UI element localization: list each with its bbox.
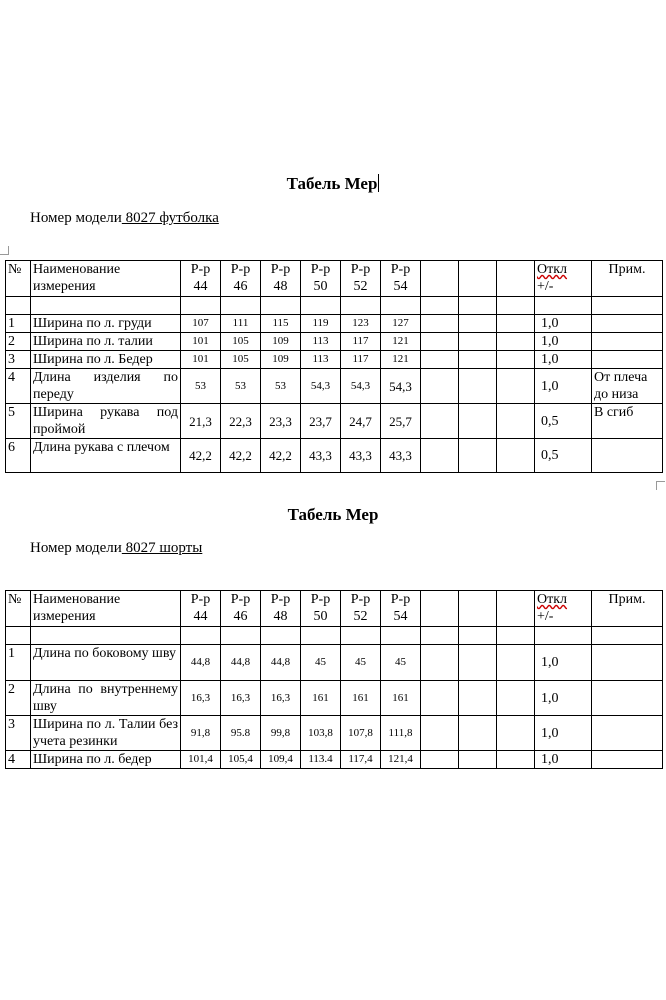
header-size: Р-р 48 [261, 261, 301, 297]
empty-cell [459, 716, 497, 751]
page-title: Табель Мер [286, 174, 378, 193]
empty-cell [421, 351, 459, 369]
size-value: 21,3 [181, 404, 221, 439]
size-value: 117 [341, 351, 381, 369]
empty-cell [497, 591, 535, 627]
deviation-value: 1,0 [535, 645, 592, 681]
table-row [6, 681, 663, 716]
size-value: 54,3 [381, 369, 421, 404]
size-value: 16,3 [221, 681, 261, 716]
table-row [6, 439, 663, 473]
table-row [6, 369, 663, 404]
note-value [592, 751, 663, 769]
model-number-value: 8027 футболка [121, 210, 219, 226]
row-number: 6 [6, 439, 31, 473]
empty-cell [497, 716, 535, 751]
header-size: Р-р 50 [301, 591, 341, 627]
size-value: 105 [221, 351, 261, 369]
empty-cell [459, 404, 497, 439]
note-value [592, 315, 663, 333]
size-value: 123 [341, 315, 381, 333]
empty-cell [421, 404, 459, 439]
measurement-name: Ширина по л. Бедер [31, 351, 181, 369]
size-value: 42,2 [181, 439, 221, 473]
header-deviation [535, 591, 592, 627]
empty-cell [497, 627, 535, 645]
header-note: Прим. [592, 261, 663, 297]
header-row [6, 591, 663, 627]
note-value [592, 351, 663, 369]
empty-cell [6, 297, 31, 315]
table-row [6, 404, 663, 439]
deviation-value: 1,0 [535, 315, 592, 333]
row-number: 5 [6, 404, 31, 439]
size-value: 101 [181, 351, 221, 369]
empty-cell [261, 627, 301, 645]
empty-cell [341, 627, 381, 645]
empty-cell [535, 627, 592, 645]
size-value: 111 [221, 315, 261, 333]
empty-cell [421, 297, 459, 315]
table-row [6, 716, 663, 751]
header-size: Р-р 44 [181, 261, 221, 297]
row-number: 1 [6, 645, 31, 681]
section-title: Табель Мер [287, 505, 379, 524]
blank-row [6, 297, 663, 315]
row-number: 3 [6, 716, 31, 751]
empty-cell [421, 627, 459, 645]
header-size: Р-р 54 [381, 261, 421, 297]
text-cursor [378, 174, 379, 192]
deviation-value: 0,5 [535, 439, 592, 473]
size-value: 161 [341, 681, 381, 716]
empty-cell [421, 645, 459, 681]
table-row [6, 315, 663, 333]
table-row [6, 351, 663, 369]
empty-cell [459, 681, 497, 716]
table-row [6, 751, 663, 769]
size-value: 53 [221, 369, 261, 404]
empty-cell [497, 404, 535, 439]
size-value: 115 [261, 315, 301, 333]
header-deviation-label: Откл +/- [537, 262, 568, 294]
empty-cell [497, 681, 535, 716]
empty-cell [497, 751, 535, 769]
header-deviation-label: Откл +/- [537, 592, 568, 624]
note-value [592, 645, 663, 681]
header-num: № [6, 261, 31, 297]
measurement-name: Ширина по л. груди [31, 315, 181, 333]
empty-cell [421, 261, 459, 297]
size-value: 54,3 [341, 369, 381, 404]
empty-cell [497, 315, 535, 333]
header-size: Р-р 54 [381, 591, 421, 627]
size-value: 44,8 [181, 645, 221, 681]
header-deviation [535, 261, 592, 297]
note-value: В сгиб [592, 404, 663, 439]
measurements-table-tshirt [5, 260, 663, 473]
row-number: 2 [6, 333, 31, 351]
empty-cell [421, 333, 459, 351]
empty-cell [381, 627, 421, 645]
model-number-value: 8027 шорты [121, 540, 203, 556]
empty-cell [497, 297, 535, 315]
size-value: 43,3 [381, 439, 421, 473]
size-value: 44,8 [221, 645, 261, 681]
size-value: 45 [341, 645, 381, 681]
size-value: 127 [381, 315, 421, 333]
empty-cell [497, 261, 535, 297]
measurement-name: Длина рукава с плечом [31, 439, 181, 473]
note-value [592, 681, 663, 716]
empty-cell [341, 297, 381, 315]
measurements-table-shorts [5, 590, 663, 769]
size-value: 121 [381, 333, 421, 351]
header-size: Р-р 52 [341, 591, 381, 627]
empty-cell [6, 627, 31, 645]
note-value [592, 716, 663, 751]
empty-cell [181, 627, 221, 645]
size-value: 121 [381, 351, 421, 369]
empty-cell [261, 297, 301, 315]
size-value: 105,4 [221, 751, 261, 769]
size-value: 113 [301, 351, 341, 369]
empty-cell [421, 591, 459, 627]
measurement-name: Длина по боковому шву [31, 645, 181, 681]
size-value: 111,8 [381, 716, 421, 751]
header-size: Р-р 52 [341, 261, 381, 297]
empty-cell [301, 297, 341, 315]
size-value: 23,7 [301, 404, 341, 439]
size-value: 117,4 [341, 751, 381, 769]
empty-cell [459, 333, 497, 351]
deviation-value: 1,0 [535, 351, 592, 369]
deviation-value: 1,0 [535, 716, 592, 751]
size-value: 103,8 [301, 716, 341, 751]
empty-cell [459, 591, 497, 627]
table-row [6, 645, 663, 681]
size-value: 44,8 [261, 645, 301, 681]
note-value: От плеча до низа [592, 369, 663, 404]
empty-cell [421, 439, 459, 473]
empty-cell [459, 315, 497, 333]
empty-cell [592, 627, 663, 645]
header-size: Р-р 46 [221, 591, 261, 627]
model-number-line: Номер модели 8027 футболка [30, 210, 219, 226]
size-value: 24,7 [341, 404, 381, 439]
note-value [592, 439, 663, 473]
blank-row [6, 627, 663, 645]
size-value: 53 [181, 369, 221, 404]
size-value: 25,7 [381, 404, 421, 439]
empty-cell [497, 351, 535, 369]
size-value: 109,4 [261, 751, 301, 769]
row-number: 2 [6, 681, 31, 716]
size-value: 23,3 [261, 404, 301, 439]
size-value: 45 [301, 645, 341, 681]
empty-cell [31, 627, 181, 645]
empty-cell [459, 751, 497, 769]
size-value: 161 [381, 681, 421, 716]
measurement-name: Ширина по л. талии [31, 333, 181, 351]
header-size: Р-р 46 [221, 261, 261, 297]
size-value: 113.4 [301, 751, 341, 769]
size-value: 117 [341, 333, 381, 351]
empty-cell [31, 297, 181, 315]
deviation-value: 1,0 [535, 751, 592, 769]
empty-cell [421, 751, 459, 769]
size-value: 121,4 [381, 751, 421, 769]
measurement-name: Ширина по л. Талии без учета резинки [31, 716, 181, 751]
empty-cell [497, 645, 535, 681]
row-number: 3 [6, 351, 31, 369]
size-value: 99,8 [261, 716, 301, 751]
row-number: 4 [6, 369, 31, 404]
empty-cell [421, 315, 459, 333]
model-number-line: Номер модели 8027 шорты [30, 540, 203, 556]
empty-cell [497, 333, 535, 351]
measurement-name: Длина изделия по переду [31, 369, 181, 404]
size-value: 42,2 [261, 439, 301, 473]
size-value: 22,3 [221, 404, 261, 439]
size-value: 43,3 [301, 439, 341, 473]
table-row [6, 333, 663, 351]
header-name: Наименование измерения [31, 591, 181, 627]
empty-cell [459, 645, 497, 681]
empty-cell [497, 439, 535, 473]
size-value: 101 [181, 333, 221, 351]
header-size: Р-р 44 [181, 591, 221, 627]
note-value [592, 333, 663, 351]
empty-cell [421, 716, 459, 751]
empty-cell [459, 261, 497, 297]
size-value: 161 [301, 681, 341, 716]
size-value: 16,3 [181, 681, 221, 716]
margin-marker [656, 481, 665, 490]
empty-cell [221, 297, 261, 315]
size-value: 54,3 [301, 369, 341, 404]
row-number: 1 [6, 315, 31, 333]
empty-cell [459, 351, 497, 369]
empty-cell [535, 297, 592, 315]
size-value: 53 [261, 369, 301, 404]
empty-cell [459, 297, 497, 315]
size-value: 109 [261, 333, 301, 351]
header-name: Наименование измерения [31, 261, 181, 297]
header-note: Прим. [592, 591, 663, 627]
size-value: 119 [301, 315, 341, 333]
header-num: № [6, 591, 31, 627]
margin-marker [0, 246, 9, 255]
empty-cell [592, 297, 663, 315]
measurement-name: Ширина по л. бедер [31, 751, 181, 769]
measurement-name: Ширина рукава под проймой [31, 404, 181, 439]
row-number: 4 [6, 751, 31, 769]
size-value: 107,8 [341, 716, 381, 751]
size-value: 109 [261, 351, 301, 369]
size-value: 107 [181, 315, 221, 333]
deviation-value: 1,0 [535, 681, 592, 716]
empty-cell [459, 369, 497, 404]
deviation-value: 0,5 [535, 404, 592, 439]
empty-cell [301, 627, 341, 645]
empty-cell [497, 369, 535, 404]
size-value: 45 [381, 645, 421, 681]
empty-cell [381, 297, 421, 315]
size-value: 16,3 [261, 681, 301, 716]
size-value: 105 [221, 333, 261, 351]
empty-cell [421, 681, 459, 716]
empty-cell [181, 297, 221, 315]
deviation-value: 1,0 [535, 333, 592, 351]
empty-cell [459, 439, 497, 473]
size-value: 101,4 [181, 751, 221, 769]
deviation-value: 1,0 [535, 369, 592, 404]
size-value: 113 [301, 333, 341, 351]
empty-cell [421, 369, 459, 404]
empty-cell [459, 627, 497, 645]
size-value: 42,2 [221, 439, 261, 473]
header-size: Р-р 48 [261, 591, 301, 627]
size-value: 91,8 [181, 716, 221, 751]
header-row [6, 261, 663, 297]
size-value: 95.8 [221, 716, 261, 751]
empty-cell [221, 627, 261, 645]
header-size: Р-р 50 [301, 261, 341, 297]
size-value: 43,3 [341, 439, 381, 473]
measurement-name: Длина по внутреннему шву [31, 681, 181, 716]
